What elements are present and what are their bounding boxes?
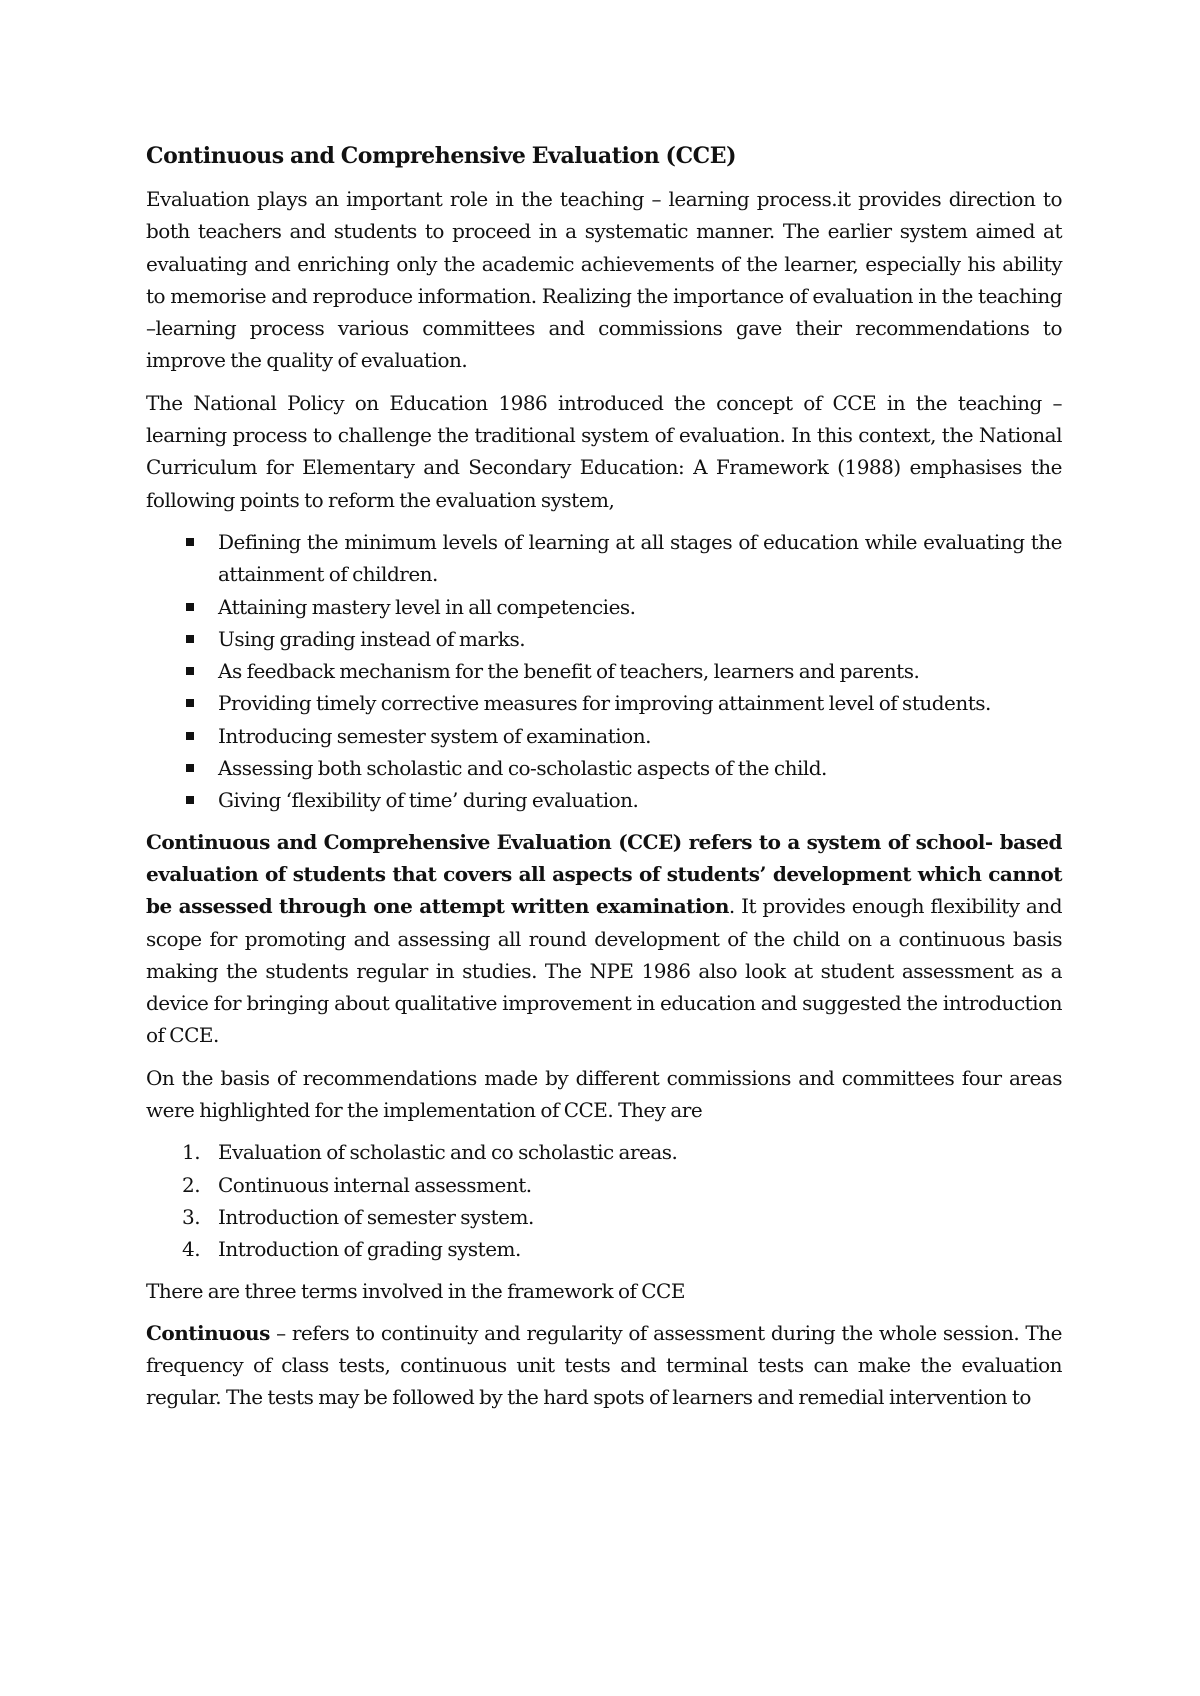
square-bullet-icon xyxy=(186,732,194,740)
cce-definition-rest: . It provides enough flexibility and scope for promoting and assessing all round development of the child on a continuous basis making the students regular in studies. The NPE 1986 also look at student assessment as a device for bringing about qualitative improvement in education and suggested the introduction of CCE. xyxy=(146,894,1063,1048)
square-bullet-icon xyxy=(186,699,194,707)
square-bullet-icon xyxy=(186,538,194,546)
list-item xyxy=(146,1233,1062,1265)
list-item-text: Introduction of semester system. xyxy=(218,1204,534,1229)
continuous-term: Continuous xyxy=(146,1320,270,1345)
paragraph-three-terms: There are three terms involved in the framework of CCE xyxy=(146,1278,685,1303)
document-page xyxy=(146,140,1062,1424)
cce-areas-list xyxy=(146,1136,1062,1265)
list-item xyxy=(146,591,1062,623)
square-bullet-icon xyxy=(186,635,194,643)
list-item xyxy=(146,1169,1062,1201)
list-item-text: Continuous internal assessment. xyxy=(218,1172,532,1197)
square-bullet-icon xyxy=(186,667,194,675)
document-title: Continuous and Comprehensive Evaluation (CCE) xyxy=(146,143,737,169)
list-item-text: Introducing semester system of examination. xyxy=(218,723,651,748)
square-bullet-icon xyxy=(186,764,194,772)
paragraph-cce-definition xyxy=(146,826,1062,1052)
reform-points-list xyxy=(146,526,1062,817)
list-item xyxy=(146,623,1062,655)
list-item xyxy=(146,784,1062,816)
list-item-number: 4. xyxy=(182,1237,201,1262)
list-item xyxy=(146,526,1062,591)
list-item xyxy=(146,1201,1062,1233)
list-item-text: As feedback mechanism for the benefit of teachers, learners and parents. xyxy=(218,659,920,684)
list-item xyxy=(146,720,1062,752)
list-item-text: Evaluation of scholastic and co scholastic areas. xyxy=(218,1140,678,1165)
continuous-description: – refers to continuity and regularity of assessment during the whole session. The frequency of class tests, continuous unit tests and terminal tests can make the evaluation regular. The tests may be followed by the hard spots of learners and remedial intervention to xyxy=(146,1320,1062,1410)
list-item-number: 1. xyxy=(182,1140,201,1165)
paragraph-recommendations: On the basis of recommendations made by different commissions and committees four areas were highlighted for the implementation of CCE. They are xyxy=(146,1065,1062,1123)
cce-definition-bold: Continuous and Comprehensive Evaluation (CCE) refers to a system of school- based evaluation of students that covers all aspects of students’ development which cannot be assessed through one attempt written examination xyxy=(146,829,1062,919)
paragraph-continuous xyxy=(146,1317,1062,1414)
list-item xyxy=(146,655,1062,687)
list-item xyxy=(146,1136,1062,1168)
list-item-number: 2. xyxy=(182,1172,201,1197)
square-bullet-icon xyxy=(186,796,194,804)
list-item-text: Defining the minimum levels of learning at all stages of education while evaluating the attainment of children. xyxy=(218,529,1062,587)
list-item-text: Attaining mastery level in all competencies. xyxy=(218,594,636,619)
square-bullet-icon xyxy=(186,603,194,611)
list-item-text: Giving ‘flexibility of time’ during evaluation. xyxy=(218,788,639,813)
paragraph-national-policy: The National Policy on Education 1986 introduced the concept of CCE in the teaching – learning process to challenge the traditional system of evaluation. In this context, the National Curriculum for Elementary and Secondary Education: A Framework (1988) emphasises the following points to reform the evaluation system, xyxy=(146,390,1062,512)
paragraph-evaluation-role: Evaluation plays an important role in the teaching – learning process.it provides direction to both teachers and students to proceed in a systematic manner. The earlier system aimed at evaluating and enriching only the academic achievements of the learner, especially his ability to memorise and reproduce information. Realizing the importance of evaluation in the teaching –learning process various committees and commissions gave their recommendations to improve the quality of evaluation. xyxy=(146,187,1062,373)
list-item-text: Introduction of grading system. xyxy=(218,1237,521,1262)
list-item-text: Using grading instead of marks. xyxy=(218,626,526,651)
list-item-text: Providing timely corrective measures for improving attainment level of students. xyxy=(218,691,991,716)
list-item-text: Assessing both scholastic and co-scholastic aspects of the child. xyxy=(218,756,827,781)
list-item-number: 3. xyxy=(182,1204,201,1229)
list-item xyxy=(146,752,1062,784)
list-item xyxy=(146,687,1062,719)
